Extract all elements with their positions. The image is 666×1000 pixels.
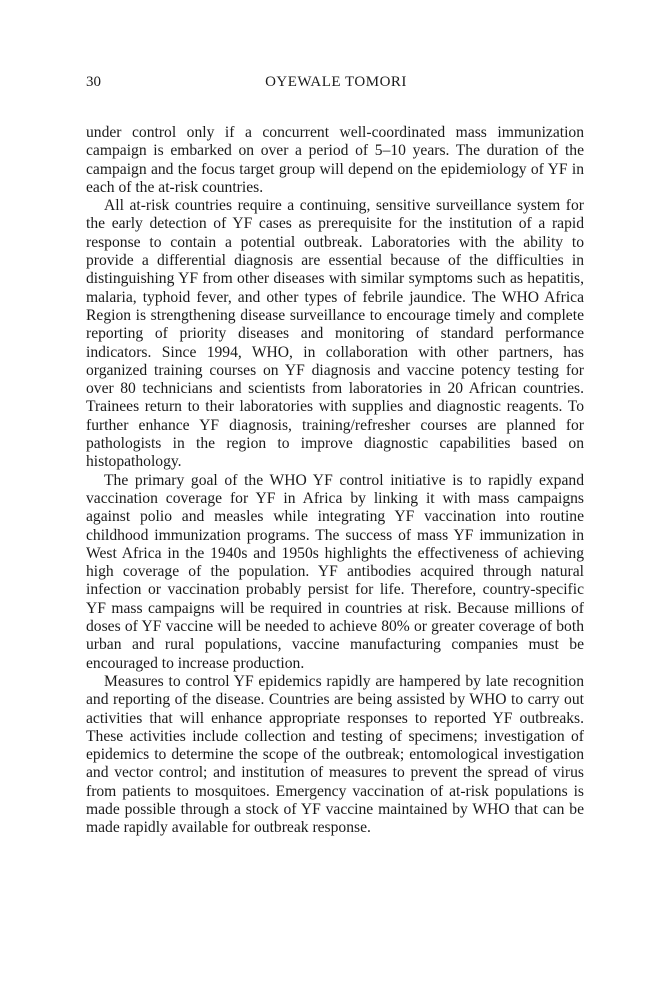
paragraph-vaccination-goal: The primary goal of the WHO YF control initiative is to rapidly expand vaccination coverage for YF in Africa by linking it with mass campaigns against polio and measles while integrating YF vaccination into routine childhood immunization programs. The success of mass YF immunization in West Africa in the 1940s and 1950s highlights the effectiveness of achieving high coverage of the population. YF antibodies acquired through natural infection or vaccination probably persist for life. Therefore, country-specific YF mass campaigns will be required in countries at risk. Because millions of doses of YF vaccine will be needed to achieve 80% or greater coverage of both urban and rural populations, vaccine manufacturing companies must be encouraged to increase production. — [86, 471, 584, 672]
page-number: 30 — [86, 74, 101, 90]
body-text — [86, 124, 584, 838]
paragraph-surveillance: All at-risk countries require a continuing, sensitive surveillance system for the early detection of YF cases as prerequisite for the institution of a rapid response to contain a potential outbreak. Laboratories with the ability to provide a differential diagnosis are essential because of the difficulties in distinguishing YF from other diseases with similar symptoms such as hepatitis, malaria, typhoid fever, and other types of febrile jaundice. The WHO Africa Region is strengthening disease surveillance to encourage timely and complete reporting of priority diseases and monitoring of standard performance indicators. Since 1994, WHO, in collaboration with other partners, has organized training courses on YF diagnosis and vaccine potency testing for over 80 technicians and scientists from laboratories in 20 African countries. Trainees return to their laboratories with supplies and diagnostic reagents. To further enhance YF diagnosis, training/refresher courses are planned for pathologists in the region to improve diagnostic capabilities based on histopathology. — [86, 197, 584, 471]
running-title: OYEWALE TOMORI — [265, 74, 407, 90]
running-header — [86, 74, 586, 96]
paragraph-epidemic-control: Measures to control YF epidemics rapidly are hampered by late recognition and reporting of the disease. Countries are being assisted by WHO to carry out activities that will enhance appropriate responses to reported YF outbreaks. These activities include collection and testing of specimens; investigation of epidemics to determine the scope of the outbreak; entomological investigation and vector control; and institution of measures to prevent the spread of virus from patients to mosquitoes. Emergency vaccination of at-risk populations is made possible through a stock of YF vaccine maintained by WHO that can be made rapidly available for outbreak response. — [86, 672, 584, 837]
paragraph-continued: under control only if a concurrent well-coordinated mass immunization campaign is embarked on over a period of 5–10 years. The duration of the campaign and the focus target group will depend on the epidemiology of YF in each of the at-risk countries. — [86, 124, 584, 196]
